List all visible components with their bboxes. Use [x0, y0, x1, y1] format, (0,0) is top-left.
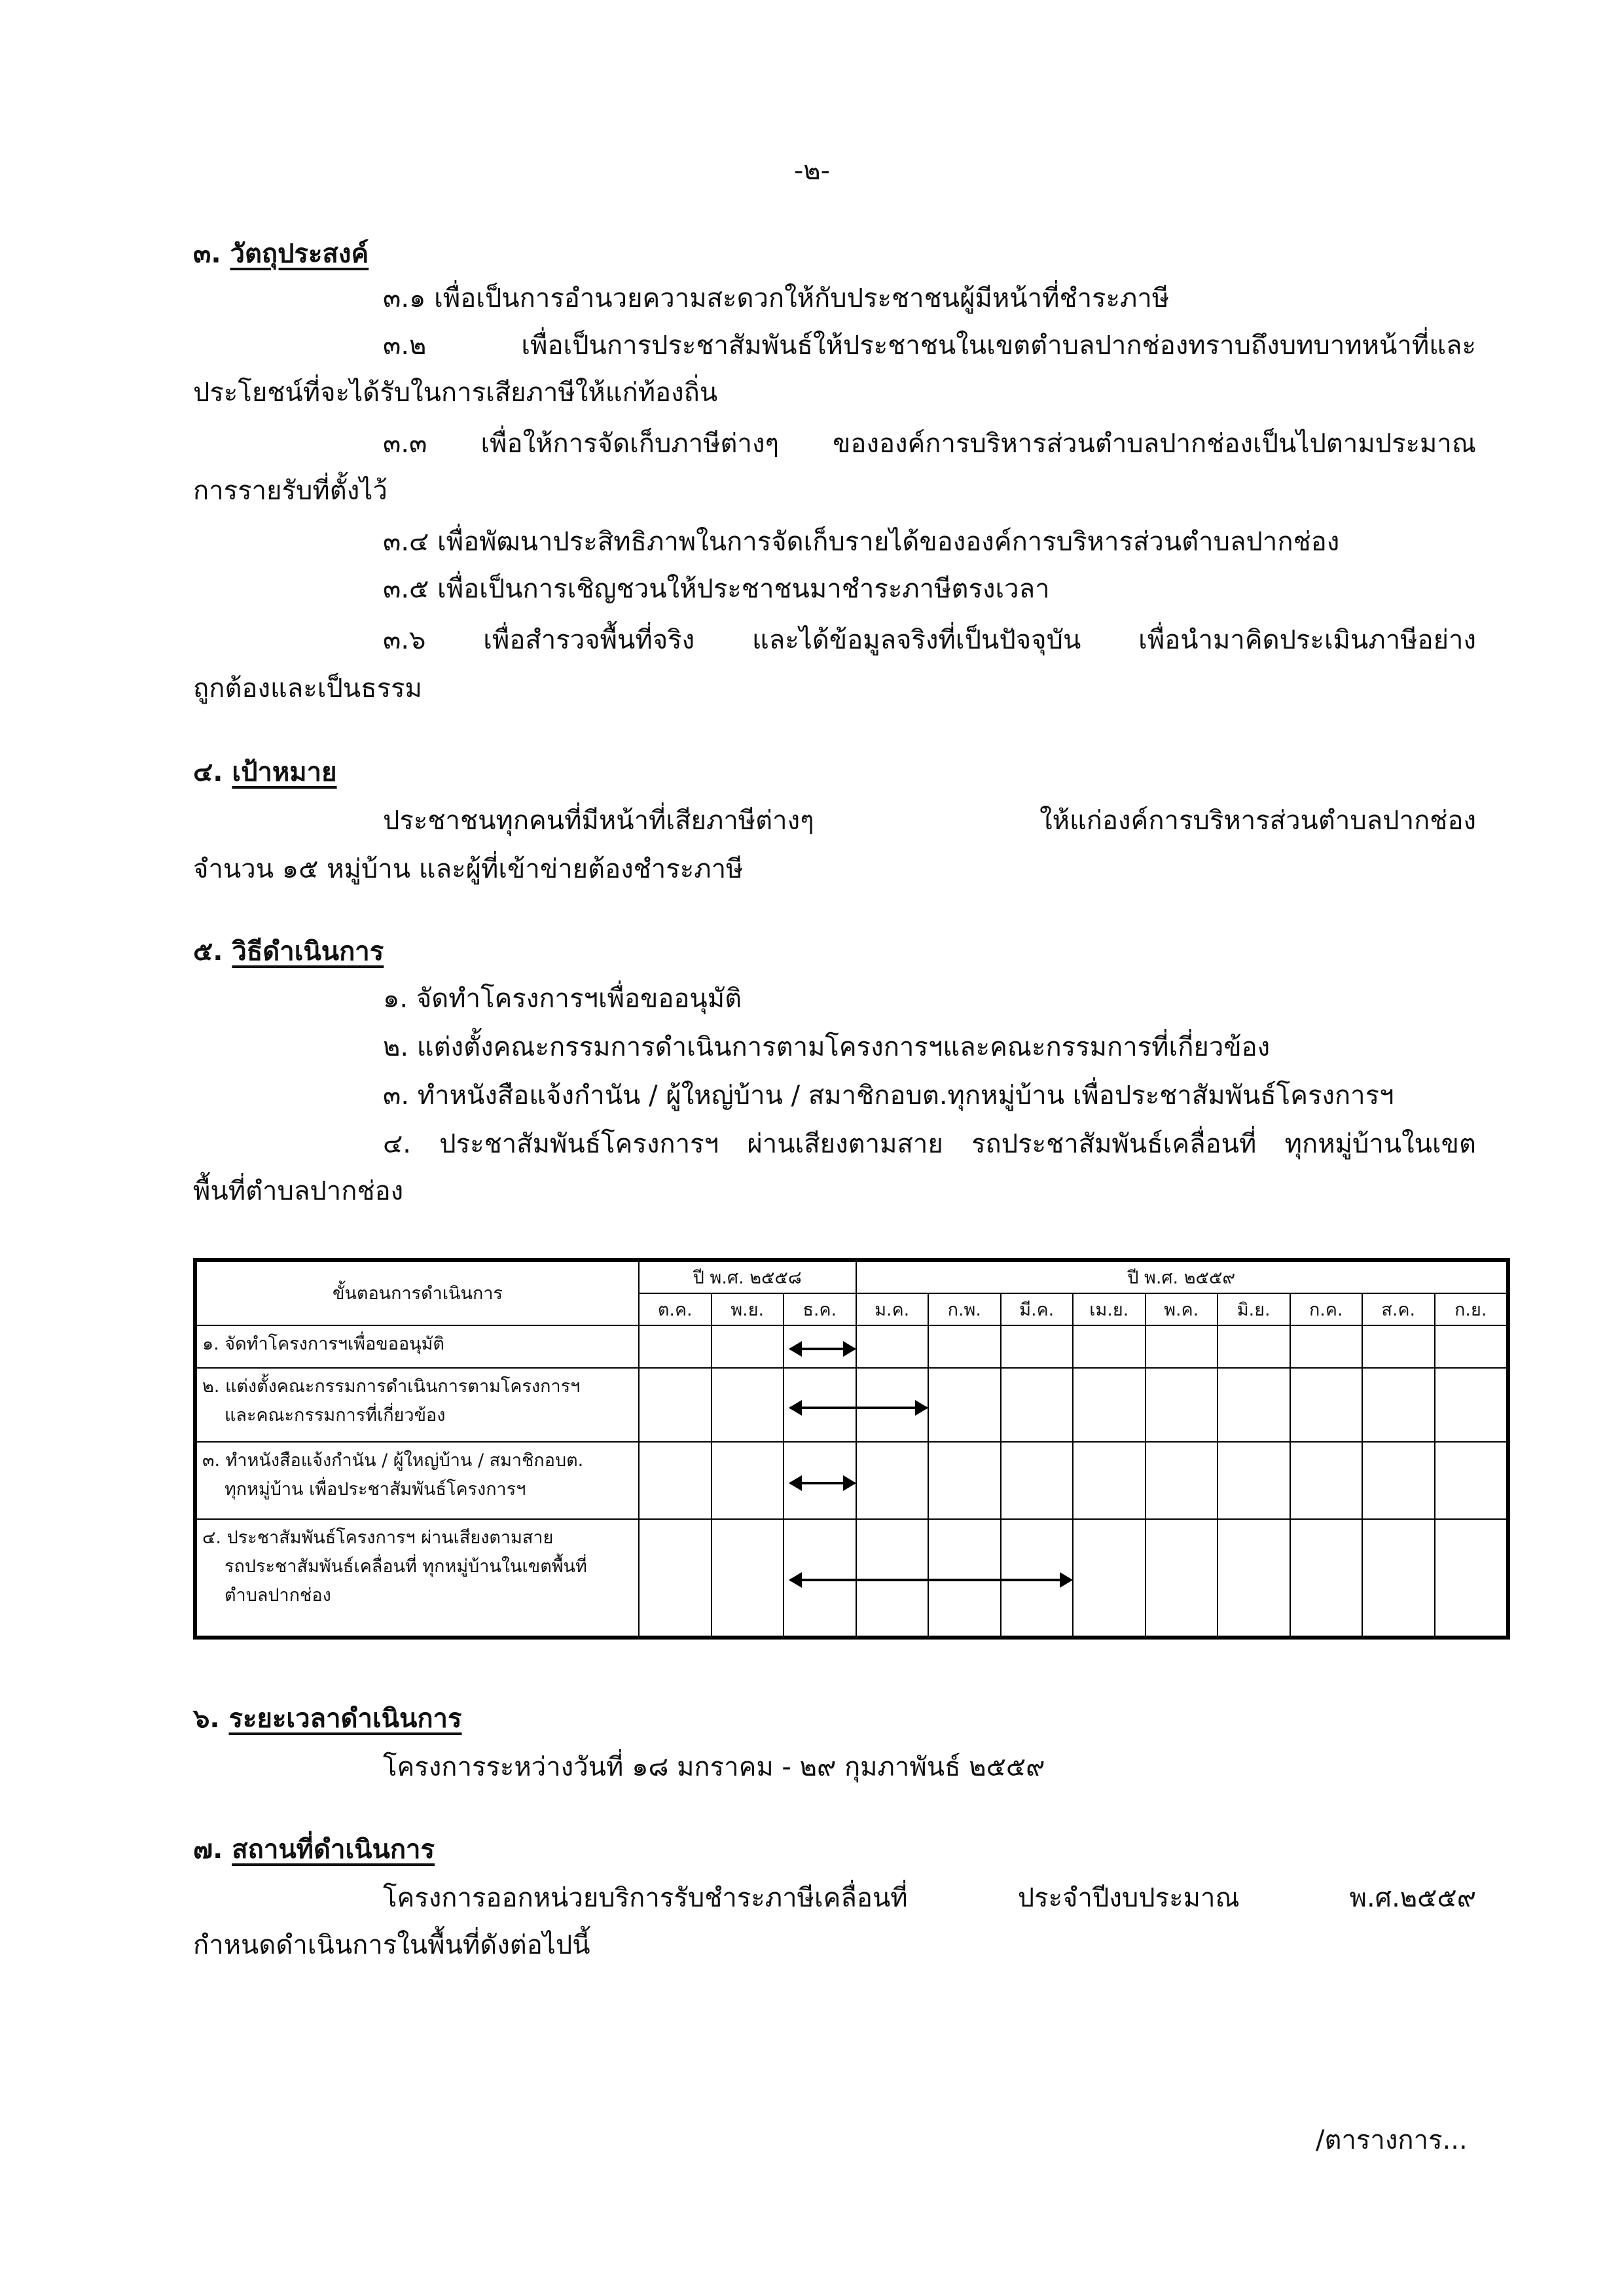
month-header: ม.ค.	[856, 1293, 929, 1325]
timeline-arrow	[790, 1348, 855, 1350]
month-header: พ.ย.	[712, 1293, 784, 1325]
objective-3-2-line2: ประโยชน์ที่จะได้รับในการเสียภาษีให้แก่ท้องถิ่น	[193, 378, 718, 408]
month-header: ธ.ค.	[784, 1293, 856, 1325]
method-step-3: ๓. ทำหนังสือแจ้งกำนัน / ผู้ใหญ่บ้าน / สมาชิกอบต.ทุกหมู่บ้าน เพื่อประชาสัมพันธ์โครงการฯ	[383, 1081, 1394, 1111]
schedule-step-label: ๓. ทำหนังสือแจ้งกำนัน / ผู้ใหญ่บ้าน / สมาชิกอบต. ทุกหมู่บ้าน เพื่อประชาสัมพันธ์โครงการฯ	[196, 1442, 639, 1518]
schedule-step-label: ๒. แต่งตั้งคณะกรรมการดำเนินการตามโครงการฯ และคณะกรรมการที่เกี่ยวข้อง	[196, 1368, 639, 1442]
schedule-step-label: ๑. จัดทำโครงการฯเพื่อขออนุมัติ	[196, 1325, 639, 1368]
schedule-row	[196, 1519, 1507, 1636]
duration-text: โครงการระหว่างวันที่ ๑๘ มกราคม - ๒๙ กุมภาพันธ์ ๒๕๕๙	[383, 1752, 1045, 1782]
schedule-row	[196, 1368, 1507, 1442]
objective-3-3-line2: การรายรับที่ตั้งไว้	[193, 476, 388, 506]
month-header: ต.ค.	[639, 1293, 712, 1325]
objective-3-5: ๓.๕ เพื่อเป็นการเชิญชวนให้ประชาชนมาชำระภาษีตรงเวลา	[383, 574, 1050, 604]
schedule-step-label: ๔. ประชาสัมพันธ์โครงการฯ ผ่านเสียงตามสาย รถประชาสัมพันธ์เคลื่อนที่ ทุกหมู่บ้านในเขตพื้นที่ ตำบลปากช่อง	[196, 1519, 639, 1636]
month-header: เม.ย.	[1073, 1293, 1146, 1325]
section-4-title: เป้าหมาย	[232, 757, 337, 787]
target-line2: จำนวน ๑๕ หมู่บ้าน และผู้ที่เข้าข่ายต้องชำระภาษี	[193, 854, 744, 884]
page-number: -๒-	[793, 156, 831, 186]
target-line1: ประชาชนทุกคนที่มีหน้าที่เสียภาษีต่างๆ ให้แก่องค์การบริหารส่วนตำบลปากช่อง	[383, 806, 1476, 836]
method-step-2: ๒. แต่งตั้งคณะกรรมการดำเนินการตามโครงการฯและคณะกรรมการที่เกี่ยวข้อง	[383, 1032, 1271, 1062]
month-header: มิ.ย.	[1218, 1293, 1290, 1325]
objective-3-6-line1: ๓.๖ เพื่อสำรวจพื้นที่จริง และได้ข้อมูลจริงที่เป็นปัจจุบัน เพื่อนำมาคิดประเมินภาษีอย่าง	[383, 625, 1476, 655]
section-7-number: ๗.	[193, 1835, 223, 1865]
section-7-heading	[193, 1833, 435, 1867]
month-header: ส.ค.	[1362, 1293, 1435, 1325]
method-step-4-line2: พื้นที่ตำบลปากช่อง	[193, 1176, 404, 1206]
month-header: ก.พ.	[928, 1293, 1001, 1325]
timeline-arrow	[790, 1579, 1072, 1581]
section-5-title: วิธีดำเนินการ	[232, 937, 384, 967]
location-line2: กำหนดดำเนินการในพื้นที่ดังต่อไปนี้	[193, 1930, 590, 1960]
month-header: มี.ค.	[1001, 1293, 1074, 1325]
section-6-heading	[193, 1702, 462, 1736]
timeline-arrow	[790, 1407, 927, 1409]
timeline-arrow	[790, 1482, 855, 1484]
method-step-4-line1: ๔. ประชาสัมพันธ์โครงการฯ ผ่านเสียงตามสาย รถประชาสัมพันธ์เคลื่อนที่ ทุกหมู่บ้านในเขต	[383, 1129, 1476, 1159]
section-6-title: ระยะเวลาดำเนินการ	[228, 1704, 462, 1734]
schedule-table	[193, 1258, 1510, 1640]
section-5-heading	[193, 935, 384, 969]
step-column-header: ขั้นตอนการดำเนินการ	[196, 1261, 639, 1325]
section-7-title: สถานที่ดำเนินการ	[232, 1835, 435, 1865]
section-5-number: ๕.	[193, 937, 223, 967]
month-header: ก.ย.	[1435, 1293, 1507, 1325]
objective-3-3-line1: ๓.๓ เพื่อให้การจัดเก็บภาษีต่างๆ ขององค์การบริหารส่วนตำบลปากช่องเป็นไปตามประมาณ	[383, 429, 1476, 459]
objective-3-1: ๓.๑ เพื่อเป็นการอำนวยความสะดวกให้กับประชาชนผู้มีหน้าที่ชำระภาษี	[383, 283, 1170, 314]
continued-footer: /ตารางการ...	[1316, 2125, 1468, 2155]
section-4-number: ๔.	[193, 757, 223, 787]
year-2559-header: ปี พ.ศ. ๒๕๕๙	[856, 1261, 1507, 1293]
section-4-heading	[193, 755, 337, 789]
objective-3-2-line1: ๓.๒ เพื่อเป็นการประชาสัมพันธ์ให้ประชาชนในเขตตำบลปากช่องทราบถึงบทบาทหน้าที่และ	[383, 331, 1476, 361]
objective-3-6-line2: ถูกต้องและเป็นธรรม	[193, 673, 422, 704]
objective-3-4: ๓.๔ เพื่อพัฒนาประสิทธิภาพในการจัดเก็บรายได้ขององค์การบริหารส่วนตำบลปากช่อง	[383, 527, 1340, 557]
section-3-number: ๓.	[193, 239, 221, 269]
year-2558-header: ปี พ.ศ. ๒๕๕๘	[639, 1261, 856, 1293]
month-header: พ.ค.	[1146, 1293, 1218, 1325]
location-line1: โครงการออกหน่วยบริการรับชำระภาษีเคลื่อนที่ ประจำปีงบประมาณ พ.ศ.๒๕๕๙	[383, 1883, 1476, 1913]
month-header: ก.ค.	[1290, 1293, 1363, 1325]
section-3-heading	[193, 237, 369, 271]
section-3-title: วัตถุประสงค์	[230, 239, 369, 269]
section-6-number: ๖.	[193, 1704, 220, 1734]
method-step-1: ๑. จัดทำโครงการฯเพื่อขออนุมัติ	[383, 984, 742, 1014]
